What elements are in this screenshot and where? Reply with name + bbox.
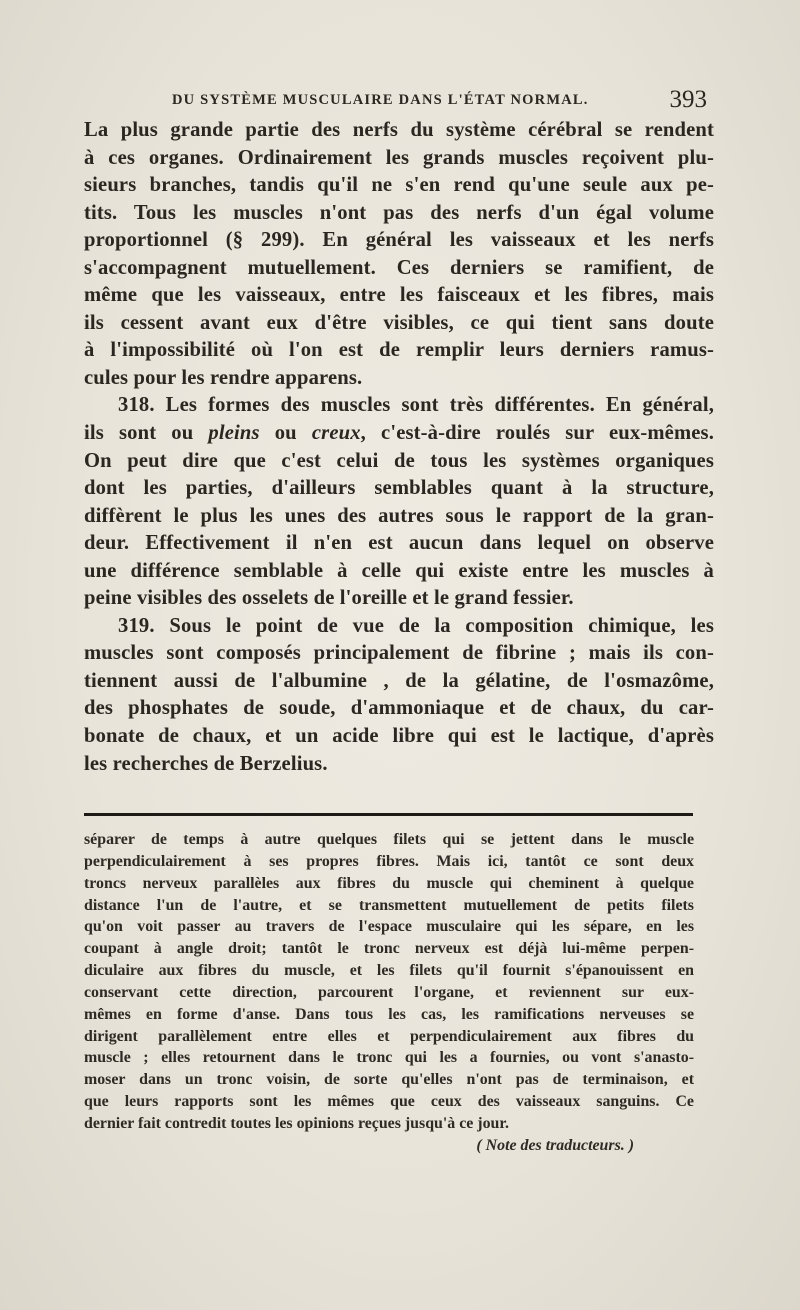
- text-line: à ces organes. Ordinairement les grands muscles reçoivent plu-: [84, 146, 714, 169]
- text-line: une différence semblable à celle qui existe entre les muscles à: [84, 559, 714, 582]
- footnote-separator-rule: [84, 813, 693, 816]
- footnote-line: conservant cette direction, parcourent l'organe, et reviennent sur eux-: [84, 983, 694, 1001]
- text-line: ils cessent avant eux d'être visibles, ce qui tient sans doute: [84, 311, 714, 334]
- italic-term-creux: creux: [311, 422, 361, 445]
- text-line: proportionnel (§ 299). En général les vaisseaux et les nerfs: [84, 229, 714, 252]
- paragraph-319-start: 319. Sous le point de vue de la composition chimique, les: [118, 614, 714, 637]
- text-line: bonate de chaux, et un acide libre qui est le lactique, d'après: [84, 725, 714, 748]
- text-line-with-italics: [84, 420, 714, 448]
- text-line: diffèrent le plus les unes des autres sous le rapport de la gran-: [84, 504, 714, 527]
- text-line: cules pour les rendre apparens.: [84, 366, 363, 389]
- text-fragment: ou: [259, 422, 312, 445]
- page-header: [172, 88, 707, 118]
- footnote-line: perpendiculairement à ses propres fibres. Mais ici, tantôt ce sont deux: [84, 852, 694, 870]
- footnote-line: mêmes en forme d'anse. Dans tous les cas, les ramifications nerveuses se: [84, 1005, 694, 1023]
- page-number: 393: [669, 86, 707, 113]
- text-line: On peut dire que c'est celui de tous les systèmes organiques: [84, 449, 714, 472]
- paragraph-318-start: 318. Les formes des muscles sont très différentes. En général,: [118, 394, 714, 417]
- text-line: même que les vaisseaux, entre les faisceaux et les fibres, mais: [84, 284, 714, 307]
- italic-term-pleins: pleins: [208, 422, 260, 445]
- footnote-line: diculaire aux fibres du muscle, et les filets qu'il fournit s'épanouissent en: [84, 962, 694, 980]
- footnote-line: moser dans un tronc voisin, de sorte qu'elles n'ont pas de terminaison, et: [84, 1071, 694, 1089]
- text-fragment: ils sont ou: [84, 422, 209, 445]
- footnote-line: muscle ; elles retournent dans le tronc qui les a fournies, ou vont s'anasto-: [84, 1049, 694, 1067]
- text-line: tiennent aussi de l'albumine , de la gélatine, de l'osmazôme,: [84, 669, 714, 692]
- footnote-line: coupant à angle droit; tantôt le tronc nerveux est déjà lui-même perpen-: [84, 940, 694, 958]
- text-line: à l'impossibilité où l'on est de remplir leurs derniers ramus-: [84, 339, 714, 362]
- footnote-line: dernier fait contredit toutes les opinions reçues jusqu'à ce jour.: [84, 1114, 509, 1132]
- text-line: muscles sont composés principalement de fibrine ; mais ils con-: [84, 642, 714, 665]
- running-head: DU SYSTÈME MUSCULAIRE DANS L'ÉTAT NORMAL.: [172, 92, 589, 108]
- text-fragment: , c'est-à-dire roulés sur eux-mêmes.: [360, 422, 714, 445]
- text-line: sieurs branches, tandis qu'il ne s'en rend qu'une seule aux pe-: [84, 174, 714, 197]
- text-line: peine visibles des osselets de l'oreille et le grand fessier.: [84, 587, 574, 610]
- footnote-line: séparer de temps à autre quelques filets qui se jettent dans le muscle: [84, 831, 694, 848]
- text-line: s'accompagnent mutuellement. Ces derniers se ramifient, de: [84, 256, 714, 279]
- text-line: des phosphates de soude, d'ammoniaque et de chaux, du car-: [84, 697, 714, 720]
- footnote-line: qu'on voit passer au travers de l'espace musculaire qui les sépare, en les: [84, 918, 694, 936]
- footnote-line: dirigent parallèlement entre elles et perpendiculairement aux fibres du: [84, 1027, 694, 1045]
- text-line: La plus grande partie des nerfs du système cérébral se rendent: [84, 119, 714, 141]
- footnote-line: distance l'un de l'autre, et se transmettent mutuellement de petits filets: [84, 896, 694, 914]
- footnote-line: que leurs rapports sont les mêmes que ceux des vaisseaux sanguins. Ce: [84, 1093, 694, 1111]
- text-line: tits. Tous les muscles n'ont pas des nerfs d'un égal volume: [84, 201, 714, 224]
- text-line: dont les parties, d'ailleurs semblables quant à la structure,: [84, 477, 714, 500]
- text-line: les recherches de Berzelius.: [84, 752, 328, 775]
- main-text: [84, 117, 714, 778]
- text-line: deur. Effectivement il n'en est aucun dans lequel on observe: [84, 532, 714, 555]
- footnote-line: troncs nerveux parallèles aux fibres du muscle qui cheminent à quelque: [84, 874, 694, 892]
- footnote: [84, 829, 694, 1157]
- footnote-signature: ( Note des traducteurs. ): [476, 1136, 634, 1154]
